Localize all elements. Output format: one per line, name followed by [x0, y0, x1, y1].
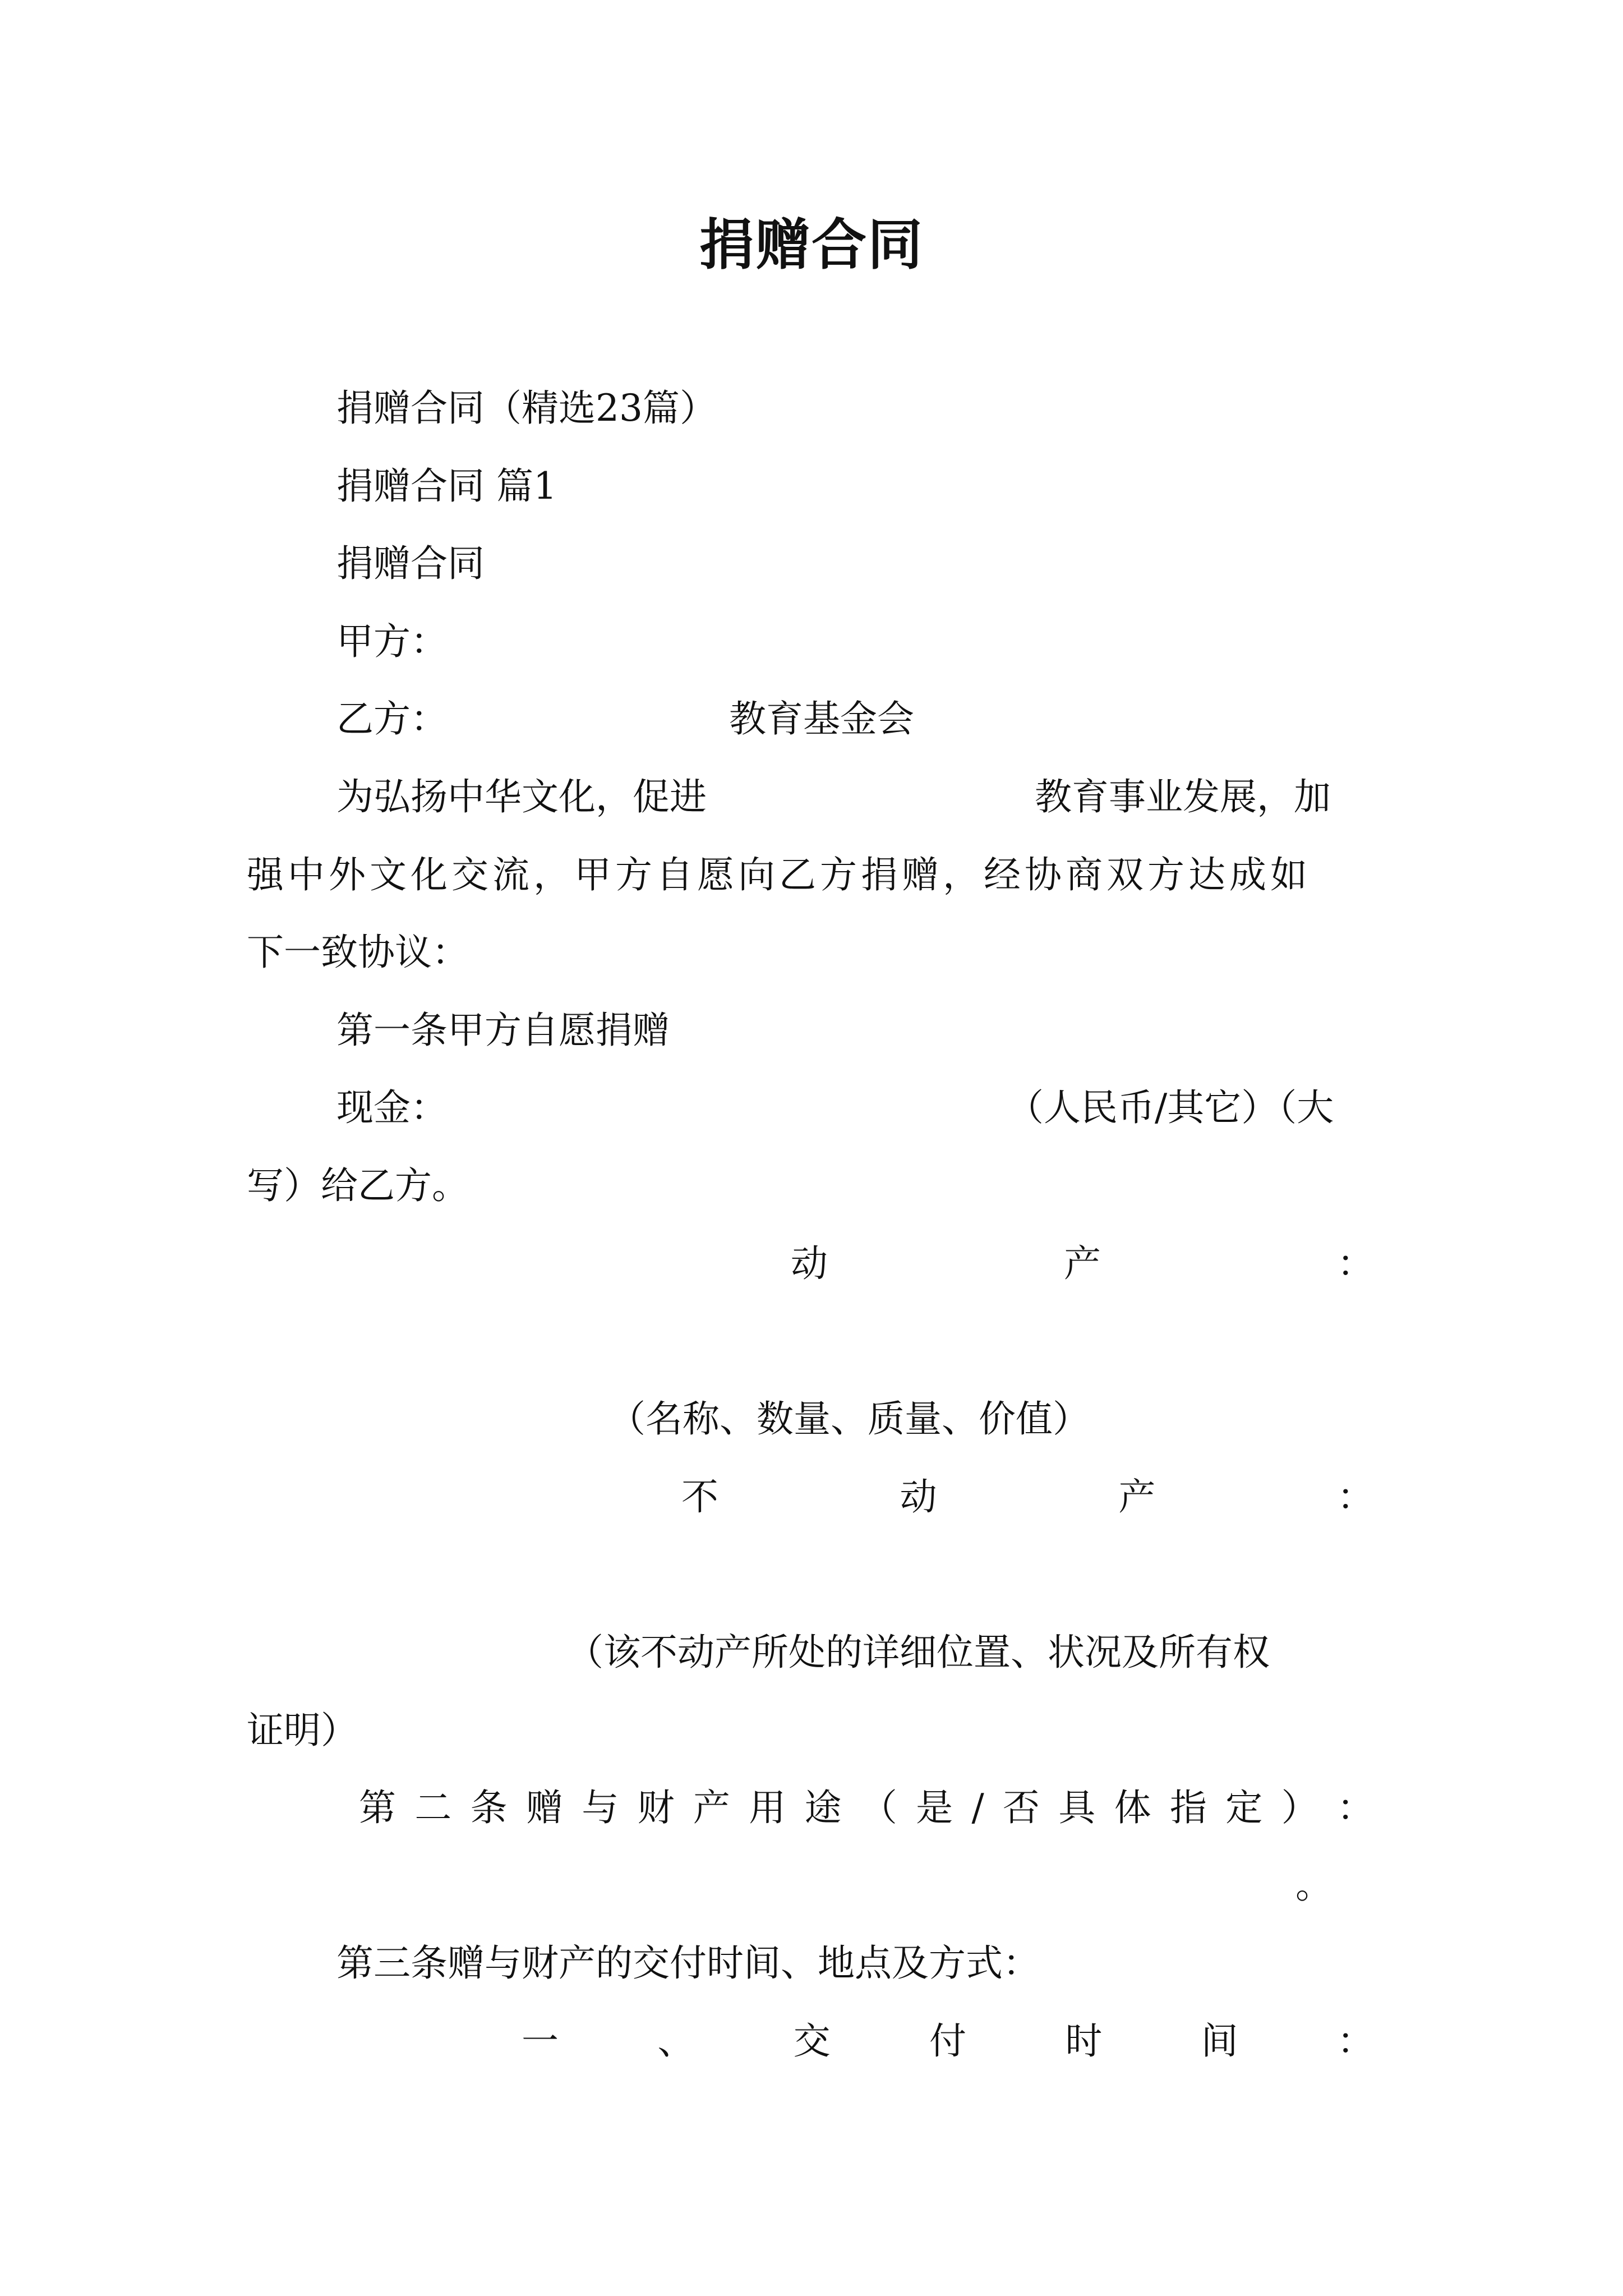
article1-heading: 第一条甲方自愿捐赠	[336, 1009, 670, 1052]
article2-char: 产	[693, 1786, 730, 1829]
document-subtitle: 捐赠合同（精选23篇）	[336, 386, 717, 430]
intro-line2: 强中外文化交流，甲方自愿向乙方捐赠，经协商双方达成如	[247, 853, 1311, 896]
article2-char: 第	[359, 1786, 396, 1829]
article2-char: ）	[1281, 1786, 1318, 1829]
movable-note: （名称、数量、质量、价值）	[608, 1397, 1090, 1441]
article2-char: 赠	[525, 1786, 563, 1829]
article2-char: 途	[804, 1786, 842, 1829]
movable-char: ：	[1337, 1242, 1374, 1285]
delivery-time-char: 间	[1201, 2019, 1238, 2063]
intro-line1-end: 教育事业发展，加	[1035, 775, 1331, 818]
article2-char: 否	[1003, 1786, 1040, 1829]
delivery-time-char: 交	[793, 2019, 831, 2063]
cash-tail: 写）给乙方。	[247, 1164, 469, 1207]
delivery-time-char: 、	[657, 2019, 695, 2063]
immovable-char: 动	[900, 1475, 937, 1519]
party-b-label: 乙方：	[336, 697, 448, 740]
immovable-char: 不	[681, 1475, 718, 1519]
article2-period: 。	[1295, 1864, 1332, 1907]
immovable-note-tail: 证明）	[247, 1709, 358, 1752]
immovable-property-line	[681, 1475, 1374, 1519]
article3-heading: 第三条赠与财产的交付时间、地点及方式：	[336, 1941, 1040, 1985]
article2-char: 是	[916, 1786, 953, 1829]
cash-label: 现金：	[336, 1086, 448, 1129]
article2-char: ：	[1336, 1786, 1374, 1829]
article2-char: 体	[1114, 1786, 1151, 1829]
intro-line3: 下一致协议：	[247, 931, 469, 974]
article2-heading	[359, 1786, 1374, 1829]
intro-line1-start: 为弘扬中华文化，促进	[336, 775, 707, 818]
section-heading: 捐赠合同 篇1	[336, 464, 557, 508]
immovable-note: （该不动产所处的详细位置、状况及所有权	[566, 1631, 1270, 1674]
article2-char: 条	[470, 1786, 508, 1829]
article2-char: 用	[749, 1786, 786, 1829]
party-a-label: 甲方：	[336, 620, 448, 663]
delivery-time-line	[522, 2019, 1374, 2063]
article2-char: 财	[637, 1786, 675, 1829]
movable-char: 动	[791, 1242, 828, 1285]
immovable-char: 产	[1118, 1475, 1156, 1519]
article2-char: 指	[1169, 1786, 1207, 1829]
cash-currency: （人民币/其它）（大	[1007, 1086, 1334, 1129]
article2-char: 具	[1058, 1786, 1096, 1829]
delivery-time-char: 一	[522, 2019, 559, 2063]
movable-char: 产	[1064, 1242, 1101, 1285]
article2-char: （	[860, 1786, 897, 1829]
immovable-char: ：	[1336, 1475, 1374, 1519]
delivery-time-char: ：	[1336, 2019, 1374, 2063]
article2-char: 与	[582, 1786, 619, 1829]
article2-char: 定	[1225, 1786, 1263, 1829]
party-b-org: 教育基金会	[729, 697, 914, 740]
delivery-time-char: 付	[929, 2019, 966, 2063]
delivery-time-char: 时	[1065, 2019, 1103, 2063]
movable-property-line	[791, 1242, 1374, 1285]
document-title: 捐赠合同	[699, 213, 924, 277]
contract-name: 捐赠合同	[336, 542, 485, 585]
article2-char: /	[971, 1786, 984, 1829]
article2-char: 二	[414, 1786, 452, 1829]
